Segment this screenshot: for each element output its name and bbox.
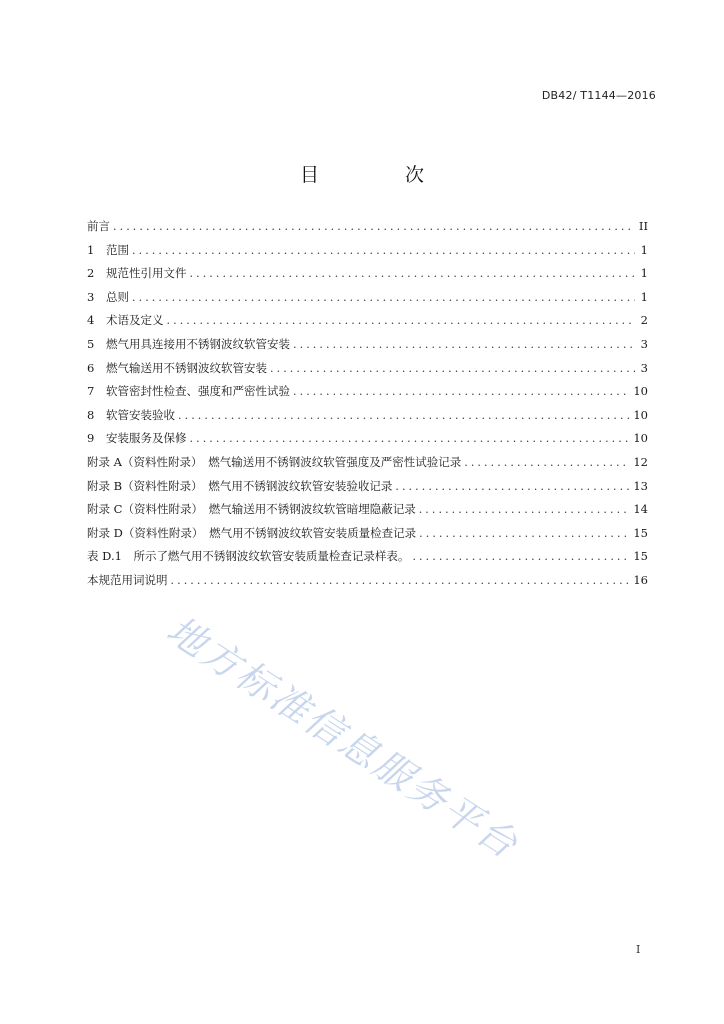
toc-dot-leader [190, 267, 636, 280]
table-of-contents [87, 218, 648, 596]
toc-entry-number: 9 [87, 431, 95, 446]
toc-entry-number: 4 [87, 313, 95, 328]
toc-entry-page: 10 [633, 407, 648, 422]
toc-dot-leader [167, 314, 636, 327]
toc-dot-leader [190, 432, 631, 445]
toc-entry-foreword[interactable] [87, 218, 648, 242]
toc-entry-number: 6 [87, 360, 95, 375]
toc-entry-page: 10 [633, 384, 648, 399]
toc-entry-number: 7 [87, 384, 95, 399]
toc-dot-leader [419, 527, 630, 540]
toc-entry-label: 总则 [106, 289, 129, 304]
toc-entry-table-d1[interactable] [87, 548, 648, 572]
toc-entry-label: 术语及定义 [106, 313, 164, 328]
toc-dot-leader [178, 409, 630, 422]
toc-dot-leader [412, 550, 630, 563]
toc-entry-page: II [638, 219, 648, 233]
toc-entry-page: 3 [640, 336, 648, 351]
toc-dot-leader [395, 480, 630, 493]
toc-entry-page: 15 [633, 549, 648, 564]
toc-entry-page: 12 [633, 454, 648, 469]
toc-entry-label: 表 D.1 所示了燃气用不锈钢波纹软管安装质量检查记录样表。 [87, 549, 410, 564]
toc-entry-general[interactable] [87, 289, 648, 313]
toc-entry-label: 附录 B（资料性附录） 燃气用不锈钢波纹软管安装验收记录 [87, 478, 393, 493]
toc-entry-number: 3 [87, 289, 95, 304]
toc-entry-label: 附录 A（资料性附录） 燃气输送用不锈钢波纹软管强度及严密性试验记录 [87, 454, 462, 469]
toc-dot-leader [270, 362, 635, 375]
toc-dot-leader [293, 338, 635, 351]
toc-entry-page: 13 [633, 478, 648, 493]
toc-dot-leader [293, 385, 630, 398]
toc-dot-leader [171, 574, 631, 587]
toc-entry-appliance-hose-install[interactable] [87, 336, 648, 360]
toc-entry-acceptance[interactable] [87, 407, 648, 431]
toc-entry-label: 软管安装验收 [106, 407, 175, 422]
toc-entry-label: 附录 D（资料性附录） 燃气用不锈钢波纹软管安装质量检查记录 [87, 525, 417, 540]
toc-dot-leader [419, 503, 631, 516]
toc-entry-terms[interactable] [87, 312, 648, 336]
toc-entry-page: 14 [633, 502, 648, 517]
toc-entry-number: 2 [87, 266, 95, 281]
page-number: I [636, 943, 641, 956]
toc-entry-label: 本规范用词说明 [87, 572, 168, 587]
toc-entry-label: 前言 [87, 219, 110, 233]
toc-entry-label: 范围 [106, 242, 129, 257]
toc-entry-label: 安装服务及保修 [106, 431, 187, 446]
toc-entry-page: 1 [640, 289, 648, 304]
toc-entry-appendix-a[interactable] [87, 454, 648, 478]
toc-entry-appendix-d[interactable] [87, 525, 648, 549]
toc-entry-label: 附录 C（资料性附录） 燃气输送用不锈钢波纹软管暗埋隐蔽记录 [87, 502, 416, 517]
toc-entry-service-warranty[interactable] [87, 430, 648, 454]
toc-entry-page: 16 [633, 572, 648, 587]
toc-entry-label: 燃气用具连接用不锈钢波纹软管安装 [106, 336, 290, 351]
toc-entry-wording-explanation[interactable] [87, 572, 648, 596]
toc-dot-leader [464, 456, 630, 469]
toc-entry-appendix-b[interactable] [87, 478, 648, 502]
toc-entry-page: 2 [640, 313, 648, 328]
toc-entry-page: 3 [640, 360, 648, 375]
toc-dot-leader [132, 291, 635, 304]
toc-entry-appendix-c[interactable] [87, 501, 648, 525]
toc-dot-leader [113, 220, 635, 233]
toc-entry-number: 8 [87, 407, 95, 422]
toc-entry-transport-hose-install[interactable] [87, 360, 648, 384]
toc-entry-label: 燃气输送用不锈钢波纹软管安装 [106, 360, 267, 375]
toc-entry-scope[interactable] [87, 242, 648, 266]
toc-entry-page: 1 [640, 266, 648, 281]
watermark-text: 地方标准信息服务平台 [159, 607, 527, 868]
toc-entry-sealing-tests[interactable] [87, 383, 648, 407]
toc-entry-page: 1 [640, 242, 648, 257]
toc-entry-number: 5 [87, 336, 95, 351]
page-title: 目 次 [299, 164, 465, 186]
toc-entry-label: 规范性引用文件 [106, 266, 187, 281]
toc-entry-page: 10 [633, 431, 648, 446]
document-code: DB42/ T1144—2016 [541, 89, 656, 102]
toc-entry-normative-references[interactable] [87, 265, 648, 289]
toc-dot-leader [132, 244, 635, 257]
toc-entry-page: 15 [633, 525, 648, 540]
toc-entry-number: 1 [87, 242, 95, 257]
toc-entry-label: 软管密封性检查、强度和严密性试验 [106, 384, 290, 399]
